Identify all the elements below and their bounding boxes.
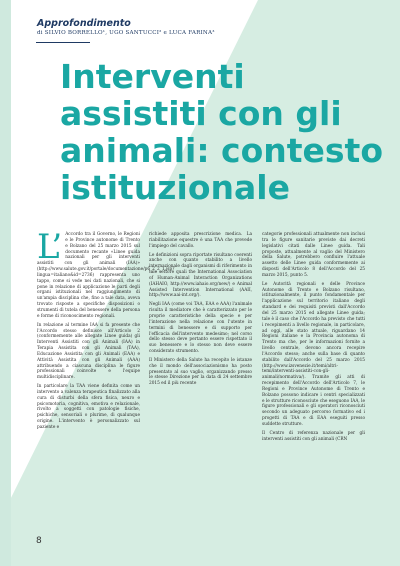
left-color-bar — [0, 0, 11, 566]
paragraph: In relazione al termine IAA si fa presente che l'Accordo stesso definisce all'Articolo 2 (conformemente alle allegate Linee guida) gli Interventi Assistiti con gli Animali (IAA) in Terapia Assistita con gli Animali (TAA), Educazione Assistita con gli Animali (EAA) e Attività Assistita con gli Animali (AAA) attribuendo a ciascuna disciplina le figure professionali coinvolte e l'equipe multidisciplinare. — [37, 322, 140, 381]
section-label: Approfondimento — [37, 18, 131, 29]
article-title — [60, 57, 384, 207]
paragraph: Il Centro di referenza nazionale per gli interventi assistiti con gli animali (CRN — [262, 430, 365, 442]
text-column-2 — [149, 232, 252, 390]
header-rule — [36, 42, 90, 43]
paragraph: categorie professionali attualmente non inclusi tra le figure sanitarie previste dai decreti legislativi citati dalle Linee guida. Tali proposte, attualmente al vaglio del Ministero della Salute, potrebbero confluire l'attuale assetto delle Linee guida conformemente ai disposti dell'Articolo 8 dell'Accordo del 25 marzo 2015, punto 5. — [262, 232, 365, 278]
text-column-1 — [37, 227, 175, 434]
drop-cap: L’ — [37, 227, 63, 267]
authors-line: di SILVIO BORRELLO¹, UGO SANTUCCI² e LUCA FARINA³ — [37, 30, 215, 36]
paragraph — [37, 227, 175, 320]
text-column-3 — [262, 232, 365, 446]
title-line: animali: contesto — [60, 131, 384, 170]
paragraph: Negli IAA (come voi TAA, EAA e AAA) l'animale risulta il mediatore che è caratterizzato per le proprie caratteristiche della specie e per l'interazione nella relazione con l'utente in termini di benessere e di supporto per l'efficacia dell'intervento medesimo; nel corso dello stesso deve pertanto essere rispettato il suo benessere e lo stesso non deve essere considerato strumento. — [149, 302, 252, 355]
paragraph-text: Accordo tra il Governo, le Regioni e le Province autonome di Trento e Bolzano del 25 marzo 2015 sul documento recante «Linee guida nazionali per gli interventi assistiti con gli animali (IAA)» (http://www.salute.gov.it/portale/documentazione/p6_2_2_1.jsp?lingua=italiano&id=2736) rappresenta uno tappo, come si vede nei dati nazionali, che si pone in relazione di applicazione le parti degli organi istituzionali nel raggiungimento di un'ampia disciplina che, fino a tale data, aveva trovato risposte a specifiche disposizioni o strumenti di tutela del benessere della persona e forme di riconoscimento regionali. — [37, 232, 175, 319]
title-line: Interventi — [60, 57, 245, 96]
paragraph: Il Ministero della Salute ha recepito le istanze che il mondo dell'associazionismo ha posto presentato al suo vaglio, organizzando presso le stesse Direzione per la data di 24 settembre 2015 ed il più recente — [149, 357, 252, 387]
paragraph: Le Autorità regionali e delle Province Autonome di Trento e Bolzano risultano, istituzionalmente, il punto fondamentale per l'applicazione sul territorio italiano degli standard e dei requisiti previsti dall'Accordo del 25 marzo 2015 ed allegate Linee guida; tale è il caso che l'Accordo ha previsto che tutti i recepimenti a livello regionale, in particolare, ad oggi, alle stato attuale, riguardano 14 Regioni italiane e la Provincia autonoma di Trento ma che, per le informazioni fornite a livello centrale, devono ancora recepire l'Accordo stesso; anche sulla base di quanto stabilito dall'Accordo del 25 marzo 2015 (http://www.izsvenezie.it/temi/altri-temi/interventi-assistiti-con-gli-animali/normativa/). Tramite gli atti di recepimento dell'Accordo dell'Articolo 7, le Regioni e Province Autonome di Trento e Bolzano possono indicare i centri specializzati e le strutture riconosciute che eseguono IAA, le figure professionali e gli operatori riconosciuti secondo un adeguato percorso formativo ed i progetti di TAA e di EAA eseguiti presso suddette strutture. — [262, 281, 365, 427]
paragraph: richiede apposita prescrizione medica. La riabilitazione equestre è una TAA che prevede l'impiego del cavallo. — [149, 232, 252, 249]
page-number: 8 — [36, 536, 42, 546]
paragraph: In particolare la TAA viene definita come un intervento a valenza terapeutica finalizzato alla cura di disturbi della sfera fisica, neuro e psicomotoria, cognitiva, emotiva e relazionale, rivolto a soggetti con patologie fisiche, psichiche, sensoriali o plurime, di qualunque origine. L'intervento è personalizzato sul paziente e — [37, 384, 140, 430]
title-line: assistiti con gli — [60, 94, 342, 133]
title-line: istituzionale — [60, 168, 290, 207]
paragraph: Le definizioni sopra riportate risultano coerenti anche con quanto stabilito a livello internazionale dagli organismi di riferimento in tale settore quali the International Association of Human-Animal Interaction Organizations (IAHAIO, http://www.iahaio.org/new/) e Animal Assisted Intervention International (AAII, http://www.aai-int.org/). — [149, 252, 252, 299]
